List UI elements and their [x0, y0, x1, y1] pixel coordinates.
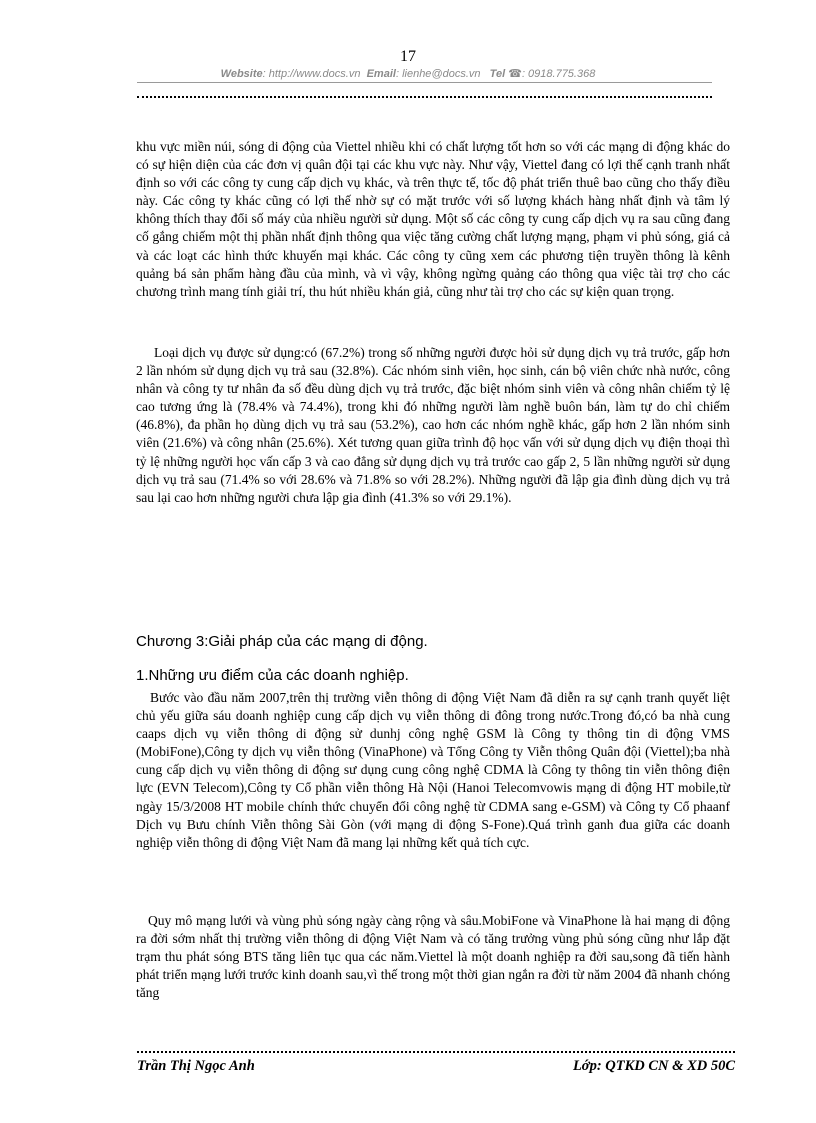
paragraph-3 [136, 689, 730, 852]
chapter-heading: Chương 3:Giải pháp của các mạng di động. [136, 633, 428, 650]
paragraph-2 [136, 344, 730, 507]
email-link[interactable]: : lienhe@docs.vn [395, 68, 481, 80]
email-label: Email [366, 68, 396, 80]
page-number: 17 [400, 48, 416, 65]
tel-value: : 0918.775.368 [521, 68, 596, 80]
header-contact [0, 67, 816, 81]
header-rule [137, 82, 712, 83]
section-heading: 1.Những ưu điểm của các doanh nghiệp. [136, 667, 409, 684]
header-dotted-rule [137, 96, 712, 98]
paragraph-1 [136, 138, 730, 301]
footer-author: Trần Thị Ngọc Anh [137, 1058, 255, 1074]
website-label: Website [220, 68, 263, 80]
paragraph-4 [136, 912, 730, 1002]
phone-icon: ☎ [508, 68, 522, 80]
paragraph-1-text: khu vực miền núi, sóng di động của Viettel nhiều khi có chất lượng tốt hơn so với các mạng di động khác do có sự hiện diện của các đơn vị quân đội tại các khu vực này. Như vậy, Viettel đang có lợi thế cạnh tranh nhất định so với các công ty cung cấp dịch vụ khác, và trên thực tế, tốc độ phát triển thuê bao cũng cho thấy điều này. Các công ty khác cũng có lợi thế nhờ sự có mặt trước với số lượng khách hàng nhất định và tâm lý không thích thay đổi số máy của nhiều người sử dụng. Một số các công ty cung cấp dịch vụ ra sau cũng đang cố gắng chiếm một thị phần nhất định thông qua việc tăng cường chất lượng mạng, phạm vi phủ sóng, giá cả và các loạt các hình thức khuyến mại khác. Các công ty cũng xem các phương tiện truyền thông là kênh quảng bá sản phẩm hàng đầu của mình, và vì vậy, không ngừng quảng cáo thông qua việc tài trợ cho các chương trình mang tính giải trí, thu hút nhiều khán giả, cũng như tài trợ cho các sự kiện quan trọng. [136, 139, 730, 299]
paragraph-2-text: Loại dịch vụ được sử dụng:có (67.2%) trong số những người được hỏi sử dụng dịch vụ trả trước, gấp hơn 2 lần nhóm sử dụng dịch vụ trả sau (32.8%). Các nhóm sinh viên, học sinh, cán bộ viên chức nhà nước, công nhân và công ty tư nhân đa số đều dùng dịch vụ trả trước, đặc biệt nhóm sinh viên và công nhân chiếm tỷ lệ cao tương ứng là (78.4% và 74.4%), trong khi đó những người làm nghề buôn bán, làm tự do chỉ chiếm (46.8%), đa phần họ dùng dịch vụ trả sau (53.2%), cao hơn các nhóm nghề khác, gấp hơn 2 lần nhóm sinh viên (21.6%) và công nhân (25.6%). Xét tương quan giữa trình độ học vấn với sử dụng dịch vụ điện thoại thì tỷ lệ những người học vấn cấp 3 và cao đẳng sử dụng dịch vụ trả trước cao gấp 2, 5 lần những người sử dụng dịch vụ trả sau (71.4% so với 28.6% và 71.8% so với 28.2%). Những người đã lập gia đình dùng dịch vụ trả sau lại cao hơn những người chưa lập gia đình (41.3% so với 29.1%). [136, 345, 730, 505]
website-link[interactable]: : http://www.docs.vn [262, 68, 361, 80]
tel-label: Tel [489, 68, 506, 80]
paragraph-4-text: Quy mô mạng lưới và vùng phủ sóng ngày càng rộng và sâu.MobiFone và VinaPhone là hai mạng di động ra đời sớm nhất thị trường viễn thông di động Việt Nam và có tăng trưởng vùng phủ sóng cũng như lắp đặt trạm thu phát sóng BTS tăng liên tục qua các năm.Viettel là một doanh nghiệp ra đời sau,song đã tiến hành phát triển mạng lưới trước kinh doanh sau,vì thế trong một thời gian ngắn ra đời từ năm 2004 đã nhanh chóng tăng [136, 913, 730, 1001]
footer-class: Lớp: QTKD CN & XD 50C [572, 1058, 735, 1074]
footer-dotted-rule [137, 1051, 735, 1053]
paragraph-3-text: Bước vào đầu năm 2007,trên thị trường viễn thông di động Việt Nam đã diễn ra sự cạnh tranh quyết liệt chủ yếu giữa sáu doanh nghiệp cung cấp dịch vụ viễn thông di đông trong nước.Trong đó,có ba nhà cung caaps dịch vụ viễn thông di động sử dunhj công nghệ GSM là Công ty thông tin di động VMS (MobiFone),Công ty dịch vụ viễn thông (VinaPhone) và Tổng Công ty Viễn thông Quân đội (Viettel);ba nhà cung cấp dịch vụ viễn thông di động sư dụng cung công nghệ CDMA là Công ty thông tin viễn thông điện lực (EVN Telecom),Công ty Cổ phần viễn thông Hà Nội (Hanoi Telecomvowis mạng di động HT mobile,từ ngày 15/3/2008 HT mobile chính thức chuyển đổi công nghệ từ CDMA sang e-GSM) và Công ty Cổ phaanf Dịch vụ Bưu chính Viễn thông Sài Gòn (với mạng di động S-Fone).Quá trình ganh đua giữa các doanh nghiệp viễn thông di động Việt Nam đã mang lại những kết quả tích cực. [136, 690, 730, 850]
